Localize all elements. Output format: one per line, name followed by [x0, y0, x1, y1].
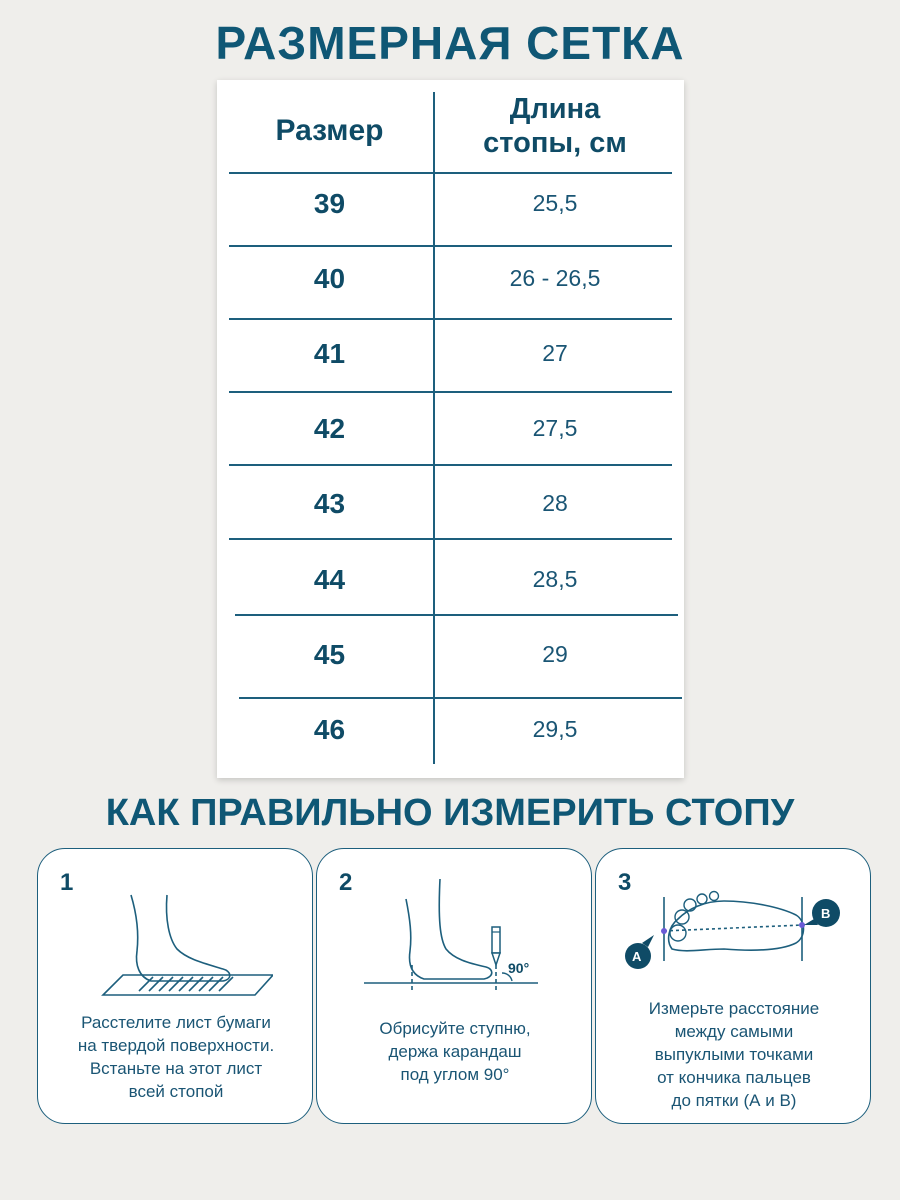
- howto-title: КАК ПРАВИЛЬНО ИЗМЕРИТЬ СТОПУ: [105, 792, 795, 834]
- row-divider: [229, 391, 672, 393]
- angle-label: 90°: [508, 960, 530, 976]
- foot-measure-icon: [620, 879, 852, 979]
- point-a-label: A: [632, 949, 642, 964]
- row-divider: [239, 697, 682, 699]
- point-b-label: B: [821, 906, 831, 921]
- step-text: [606, 997, 862, 1112]
- size-table: [217, 80, 684, 778]
- length-cell: 28,5: [532, 566, 578, 592]
- step-text-line: между самыми: [674, 1022, 794, 1041]
- step-text-line: Встаньте на этот лист: [89, 1059, 263, 1078]
- row-divider: [229, 538, 672, 540]
- step-text-line: держа карандаш: [388, 1042, 522, 1061]
- size-cell: 46: [313, 714, 346, 745]
- row-divider: [229, 464, 672, 466]
- header-foot-length-line2: стопы, см: [483, 127, 627, 159]
- step-text-line: от кончика пальцев: [657, 1068, 811, 1087]
- step-text-line: под углом 90°: [400, 1065, 510, 1084]
- length-cell: 26 - 26,5: [509, 265, 601, 291]
- length-cell: 27,5: [532, 415, 578, 441]
- page-title: РАЗМЕРНАЯ СЕТКА: [215, 17, 685, 69]
- foot-on-paper-icon: [83, 869, 273, 999]
- length-cell: 25,5: [532, 190, 578, 216]
- size-cell: 44: [313, 564, 346, 595]
- foot-outline-pencil-icon: [362, 869, 552, 999]
- step-text: [48, 1011, 304, 1103]
- size-cell: 42: [313, 413, 346, 444]
- header-size: Размер: [275, 114, 384, 147]
- step-number: 2: [339, 869, 353, 896]
- pencil-icon: [492, 927, 500, 965]
- step-text: [327, 1017, 583, 1086]
- step-text-line: всей стопой: [128, 1082, 224, 1101]
- step-text-line: Расстелите лист бумаги: [81, 1013, 271, 1032]
- row-divider: [235, 614, 678, 616]
- step-text-line: на твердой поверхности.: [77, 1036, 275, 1055]
- step-card-2: [316, 848, 592, 1124]
- size-cell: 45: [313, 639, 346, 670]
- step-text-line: до пятки (А и В): [671, 1091, 797, 1110]
- size-cell: 39: [313, 188, 346, 219]
- step-text-line: Обрисуйте ступню,: [379, 1019, 531, 1038]
- length-cell: 28: [542, 490, 568, 516]
- length-cell: 29,5: [532, 716, 578, 742]
- step-text-line: Измерьте расстояние: [648, 999, 820, 1018]
- step-card-1: [37, 848, 313, 1124]
- header-foot-length: [435, 92, 675, 160]
- length-cell: 27: [542, 340, 568, 366]
- length-cell: 29: [542, 641, 568, 667]
- row-divider: [229, 245, 672, 247]
- row-divider: [229, 172, 672, 174]
- step-card-3: [595, 848, 871, 1124]
- header-foot-length-line1: Длина: [509, 93, 601, 125]
- size-cell: 43: [313, 488, 346, 519]
- step-text-line: выпуклыми точками: [654, 1045, 814, 1064]
- size-cell: 40: [313, 263, 346, 294]
- size-cell: 41: [313, 338, 346, 369]
- row-divider: [229, 318, 672, 320]
- step-number: 3: [618, 869, 632, 896]
- step-number: 1: [60, 869, 74, 896]
